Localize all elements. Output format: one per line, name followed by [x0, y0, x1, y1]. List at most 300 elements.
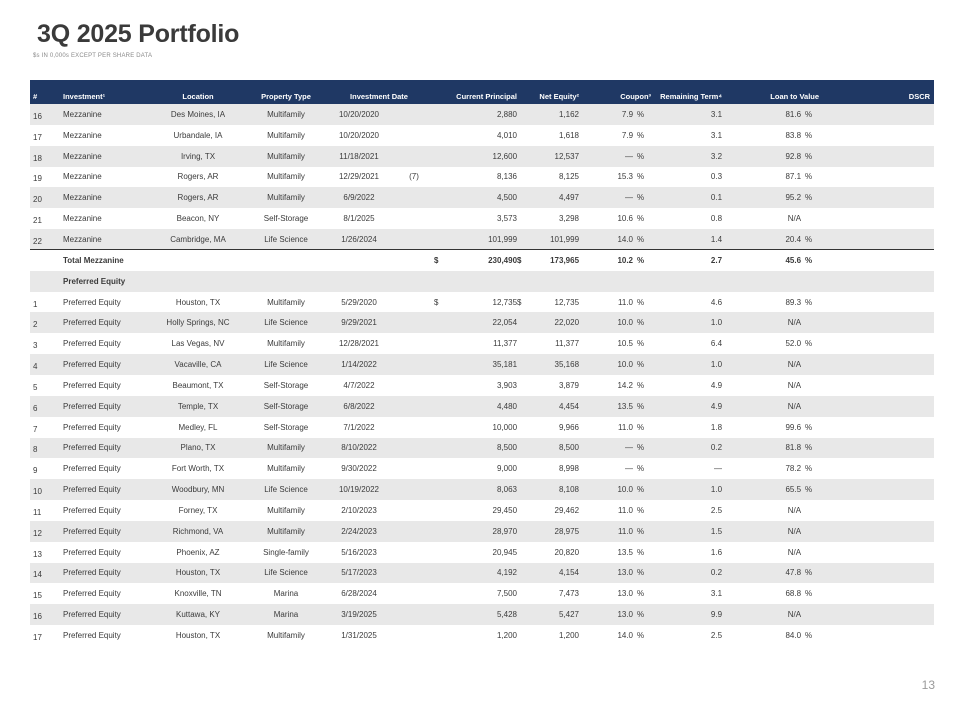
row-coupon-pct	[633, 187, 651, 208]
section-label: Preferred Equity	[63, 276, 126, 286]
row-coupon-pct	[633, 208, 651, 229]
row-current-principal: 20,945	[492, 547, 518, 557]
row-ltv-pct	[801, 104, 819, 125]
row-location: Phoenix, AZ	[176, 547, 220, 557]
row-net-equity-currency	[517, 333, 527, 354]
col-header-remaining-term: Remaining Term⁴	[660, 91, 723, 101]
table-row	[30, 375, 934, 396]
row-current-principal-currency	[434, 396, 444, 417]
row-coupon: 13.0	[617, 568, 634, 578]
total-net-equity: 173,965	[527, 250, 579, 271]
row-index: 8	[33, 445, 38, 455]
row-index: 3	[33, 341, 38, 351]
row-footnote	[394, 375, 434, 396]
row-investment: Preferred Equity	[63, 318, 121, 328]
row-index: 19	[33, 174, 42, 184]
row-ltv-pct	[801, 500, 819, 521]
row-index: 6	[33, 403, 38, 413]
row-current-principal-currency	[434, 146, 444, 167]
row-ltv-pct	[801, 146, 819, 167]
row-coupon: 11.0	[618, 505, 634, 515]
row-dscr	[819, 563, 934, 584]
row-net-equity: 12,735	[554, 297, 580, 307]
row-location: Richmond, VA	[172, 526, 224, 536]
table-row	[30, 542, 934, 563]
row-coupon-pct	[633, 521, 651, 542]
row-ltv-pct-symbol: %	[805, 151, 813, 161]
row-net-equity: 12,537	[554, 151, 580, 161]
total-remaining-term: 2.7	[651, 250, 722, 271]
row-net-equity-currency	[517, 563, 527, 584]
row-current-principal: 8,500	[496, 443, 518, 453]
row-ltv-pct-symbol: %	[805, 631, 813, 641]
row-current-principal: 12,600	[492, 151, 518, 161]
row-coupon-pct	[633, 500, 651, 521]
row-footnote	[394, 417, 434, 438]
row-current-principal-currency	[434, 187, 444, 208]
row-investment: Preferred Equity	[63, 547, 121, 557]
row-net-equity: 11,377	[555, 339, 580, 349]
total-net-equity-currency: $	[517, 250, 527, 271]
row-footnote	[394, 333, 434, 354]
total-coupon: 10.2	[579, 250, 633, 271]
row-coupon-pct-symbol: %	[637, 485, 645, 495]
row-net-equity-currency	[517, 458, 527, 479]
row-footnote: (7)	[409, 172, 419, 182]
row-index: 9	[33, 466, 38, 476]
row-ltv-pct	[801, 625, 819, 646]
row-current-principal-currency	[434, 333, 444, 354]
row-net-equity-currency	[517, 417, 527, 438]
table-row	[30, 125, 934, 146]
row-current-principal: 5,428	[496, 610, 518, 620]
table-body	[30, 104, 934, 646]
row-ltv-pct-symbol: %	[805, 422, 813, 432]
row-investment: Preferred Equity	[63, 526, 121, 536]
row-coupon: 10.0	[617, 318, 634, 328]
row-dscr	[819, 292, 934, 313]
row-remaining-term: 1.5	[710, 526, 723, 536]
row-coupon: 14.2	[617, 380, 634, 390]
row-location: Plano, TX	[180, 443, 216, 453]
row-property-type: Life Science	[264, 318, 308, 328]
table-row	[30, 208, 934, 229]
row-current-principal: 22,054	[492, 318, 518, 328]
row-investment: Preferred Equity	[63, 589, 121, 599]
row-loan-to-value: N/A	[787, 380, 802, 390]
row-coupon: 13.5	[617, 401, 634, 411]
row-property-type: Single-family	[263, 547, 309, 557]
row-ltv-pct	[801, 542, 819, 563]
row-property-type: Self-Storage	[263, 422, 309, 432]
row-location: Las Vegas, NV	[171, 339, 225, 349]
total-ltv-pct-symbol: %	[805, 256, 813, 266]
row-loan-to-value: 83.8	[785, 130, 802, 140]
col-header-coupon: Coupon³	[620, 91, 652, 101]
col-header-net-equity: Net Equity²	[539, 91, 580, 101]
row-footnote	[394, 312, 434, 333]
row-coupon: 10.0	[617, 360, 634, 370]
row-location: Urbandale, IA	[173, 130, 223, 140]
row-net-equity: 4,497	[558, 193, 580, 203]
row-investment-date: 10/20/2020	[338, 109, 380, 119]
row-dscr	[819, 500, 934, 521]
row-coupon-pct	[633, 167, 651, 188]
row-coupon-pct-symbol: %	[637, 401, 645, 411]
row-footnote	[394, 354, 434, 375]
row-investment: Mezzanine	[63, 234, 102, 244]
row-ltv-pct-symbol: %	[805, 568, 813, 578]
row-coupon: 14.0	[617, 234, 634, 244]
row-net-equity-currency	[517, 542, 527, 563]
table-row	[30, 604, 934, 625]
row-current-principal-currency: $	[434, 297, 439, 307]
table-row	[30, 417, 934, 438]
row-ltv-pct	[801, 333, 819, 354]
section-spacer	[30, 271, 60, 292]
row-current-principal-currency	[434, 229, 444, 250]
row-investment: Preferred Equity	[63, 610, 121, 620]
row-net-equity-currency	[517, 208, 527, 229]
row-coupon-pct-symbol: %	[637, 610, 645, 620]
table-row	[30, 354, 934, 375]
row-investment-date: 10/19/2022	[338, 485, 380, 495]
row-location: Beacon, NY	[176, 214, 220, 224]
total-coupon-pct	[633, 250, 651, 271]
row-loan-to-value: N/A	[787, 526, 802, 536]
row-investment: Mezzanine	[63, 151, 102, 161]
row-net-equity: 8,998	[558, 464, 580, 474]
row-investment: Mezzanine	[63, 172, 102, 182]
table-row	[30, 229, 934, 250]
row-location: Holly Springs, NC	[166, 318, 230, 328]
row-net-equity-currency	[517, 375, 527, 396]
row-remaining-term: 1.0	[710, 360, 723, 370]
row-location: Woodbury, MN	[171, 485, 225, 495]
row-coupon-pct	[633, 104, 651, 125]
section-header-preferred-equity	[30, 271, 934, 292]
table-row	[30, 292, 934, 313]
row-footnote	[394, 625, 434, 646]
col-header-location: Location	[182, 91, 214, 101]
row-index: 15	[33, 591, 42, 601]
table-row	[30, 500, 934, 521]
row-coupon-pct-symbol: %	[637, 172, 645, 182]
row-index: 11	[33, 507, 42, 517]
row-remaining-term: 9.9	[710, 610, 723, 620]
row-investment-date: 11/18/2021	[339, 151, 379, 161]
row-location: Knoxville, TN	[174, 589, 222, 599]
row-investment: Preferred Equity	[63, 380, 121, 390]
row-index: 12	[33, 528, 42, 538]
col-header-property-type: Property Type	[261, 91, 311, 101]
row-net-equity: 8,108	[558, 485, 580, 495]
row-index: 10	[33, 487, 42, 497]
row-property-type: Self-Storage	[263, 380, 309, 390]
row-ltv-pct	[801, 604, 819, 625]
row-remaining-term: 4.9	[710, 380, 723, 390]
row-coupon-pct	[633, 417, 651, 438]
row-current-principal-currency	[434, 521, 444, 542]
row-ltv-pct-symbol: %	[805, 485, 813, 495]
row-net-equity-currency	[517, 500, 527, 521]
row-location: Beaumont, TX	[172, 380, 224, 390]
table-row	[30, 333, 934, 354]
row-net-equity: 8,500	[558, 443, 580, 453]
row-index: 16	[33, 111, 42, 121]
row-ltv-pct	[801, 187, 819, 208]
row-investment: Preferred Equity	[63, 443, 121, 453]
row-coupon-pct	[633, 229, 651, 250]
row-loan-to-value: N/A	[787, 610, 802, 620]
row-remaining-term: —	[714, 464, 723, 474]
row-footnote	[394, 229, 434, 250]
row-investment: Preferred Equity	[63, 339, 121, 349]
row-ltv-pct	[801, 375, 819, 396]
row-coupon-pct-symbol: %	[637, 214, 645, 224]
row-index: 13	[33, 549, 42, 559]
row-index: 5	[33, 382, 38, 392]
row-footnote	[394, 500, 434, 521]
table-row	[30, 563, 934, 584]
row-footnote	[394, 187, 434, 208]
row-coupon: 11.0	[618, 422, 634, 432]
row-investment-date: 2/24/2023	[341, 526, 377, 536]
table-header-row	[30, 80, 934, 104]
row-investment-date: 12/28/2021	[338, 339, 380, 349]
row-remaining-term: 0.2	[710, 568, 723, 578]
row-loan-to-value: 81.6	[785, 109, 802, 119]
row-net-equity: 5,427	[558, 610, 580, 620]
row-property-type: Multifamily	[267, 151, 305, 161]
row-net-equity: 29,462	[554, 505, 580, 515]
row-current-principal: 8,063	[496, 485, 518, 495]
row-investment-date: 7/1/2022	[343, 422, 375, 432]
row-current-principal: 4,010	[496, 130, 518, 140]
row-dscr	[819, 229, 934, 250]
row-current-principal-currency	[434, 312, 444, 333]
row-dscr	[819, 458, 934, 479]
row-coupon-pct	[633, 375, 651, 396]
row-ltv-pct-symbol: %	[805, 443, 813, 453]
row-dscr	[819, 333, 934, 354]
row-coupon: 11.0	[618, 297, 634, 307]
row-investment: Preferred Equity	[63, 568, 121, 578]
row-coupon-pct-symbol: %	[637, 589, 645, 599]
row-ltv-pct-symbol: %	[805, 172, 813, 182]
row-ltv-pct	[801, 229, 819, 250]
col-header-investment-date: Investment Date	[350, 91, 408, 101]
row-current-principal-currency	[434, 417, 444, 438]
row-coupon-pct	[633, 312, 651, 333]
row-investment: Preferred Equity	[63, 422, 121, 432]
row-remaining-term: 1.0	[710, 485, 723, 495]
row-property-type: Multifamily	[267, 130, 305, 140]
row-current-principal-currency	[434, 542, 444, 563]
row-dscr	[819, 479, 934, 500]
row-ltv-pct	[801, 125, 819, 146]
row-dscr	[819, 438, 934, 459]
table-row	[30, 438, 934, 459]
row-index: 20	[33, 195, 42, 205]
row-coupon-pct	[633, 479, 651, 500]
row-current-principal-currency	[434, 458, 444, 479]
row-location: Fort Worth, TX	[171, 464, 225, 474]
row-net-equity-currency	[517, 396, 527, 417]
row-net-equity-currency: $	[517, 297, 522, 307]
row-location: Houston, TX	[175, 568, 221, 578]
row-property-type: Self-Storage	[263, 214, 309, 224]
table-row	[30, 104, 934, 125]
row-location: Cambridge, MA	[170, 234, 226, 244]
row-footnote	[394, 521, 434, 542]
total-current-principal: 230,490	[444, 250, 517, 271]
row-investment: Preferred Equity	[63, 485, 121, 495]
row-location: Des Moines, IA	[170, 109, 226, 119]
row-coupon-pct-symbol: %	[637, 109, 645, 119]
row-coupon-pct-symbol: %	[637, 297, 645, 307]
row-remaining-term: 6.4	[710, 339, 723, 349]
row-net-equity: 1,162	[558, 109, 580, 119]
row-net-equity: 1,618	[558, 130, 580, 140]
row-footnote	[394, 146, 434, 167]
row-ltv-pct	[801, 417, 819, 438]
row-property-type: Multifamily	[267, 109, 305, 119]
row-coupon: 10.6	[617, 214, 634, 224]
row-footnote	[394, 604, 434, 625]
table-row	[30, 312, 934, 333]
row-net-equity-currency	[517, 521, 527, 542]
row-net-equity-currency	[517, 354, 527, 375]
row-dscr	[819, 417, 934, 438]
row-investment-date: 3/19/2025	[341, 610, 377, 620]
row-investment-date: 12/29/2021	[338, 172, 380, 182]
total-coupon-pct-symbol: %	[637, 256, 645, 266]
row-dscr	[819, 521, 934, 542]
row-remaining-term: 3.1	[710, 109, 723, 119]
row-ltv-pct	[801, 458, 819, 479]
col-header-investment: Investment¹	[63, 91, 106, 101]
row-property-type: Life Science	[264, 234, 308, 244]
row-current-principal-currency	[434, 354, 444, 375]
row-property-type: Multifamily	[267, 172, 305, 182]
row-ltv-pct	[801, 167, 819, 188]
row-coupon-pct	[633, 625, 651, 646]
row-current-principal: 10,000	[492, 422, 518, 432]
row-coupon-pct-symbol: %	[637, 464, 645, 474]
row-investment-date: 5/29/2020	[341, 297, 377, 307]
table-row	[30, 521, 934, 542]
row-coupon-pct	[633, 458, 651, 479]
row-location: Vacaville, CA	[174, 360, 222, 370]
row-property-type: Life Science	[264, 485, 308, 495]
row-current-principal: 3,573	[496, 214, 518, 224]
row-footnote	[394, 125, 434, 146]
row-investment-date: 6/8/2022	[343, 401, 375, 411]
row-index: 17	[33, 633, 42, 643]
row-net-equity-currency	[517, 187, 527, 208]
table-row	[30, 146, 934, 167]
table-row	[30, 396, 934, 417]
row-property-type: Life Science	[264, 568, 308, 578]
row-ltv-pct	[801, 583, 819, 604]
row-coupon: 10.5	[617, 339, 634, 349]
row-remaining-term: 1.6	[710, 547, 723, 557]
row-location: Temple, TX	[177, 401, 219, 411]
row-loan-to-value: 92.8	[785, 151, 802, 161]
table-row	[30, 479, 934, 500]
row-ltv-pct	[801, 292, 819, 313]
row-coupon-pct-symbol: %	[637, 526, 645, 536]
row-investment: Mezzanine	[63, 109, 102, 119]
row-investment: Preferred Equity	[63, 297, 121, 307]
row-loan-to-value: 52.0	[785, 339, 802, 349]
row-ltv-pct-symbol: %	[805, 234, 813, 244]
row-dscr	[819, 354, 934, 375]
row-net-equity: 35,168	[554, 360, 580, 370]
row-location: Houston, TX	[175, 297, 221, 307]
row-net-equity-currency	[517, 625, 527, 646]
row-net-equity-currency	[517, 104, 527, 125]
row-footnote	[394, 542, 434, 563]
row-index: 7	[33, 424, 38, 434]
row-coupon-pct-symbol: %	[637, 422, 645, 432]
row-loan-to-value: N/A	[787, 547, 802, 557]
row-coupon-pct-symbol: %	[637, 360, 645, 370]
row-current-principal-currency	[434, 167, 444, 188]
total-mezzanine-row	[30, 250, 934, 271]
row-investment: Preferred Equity	[63, 631, 121, 641]
row-ltv-pct-symbol: %	[805, 130, 813, 140]
row-loan-to-value: 65.5	[785, 485, 802, 495]
row-investment: Mezzanine	[63, 214, 102, 224]
row-coupon-pct-symbol: %	[637, 130, 645, 140]
row-coupon-pct	[633, 396, 651, 417]
row-current-principal: 101,999	[488, 234, 518, 244]
row-footnote	[394, 292, 434, 313]
row-loan-to-value: 84.0	[785, 631, 802, 641]
portfolio-table	[30, 80, 934, 646]
row-footnote	[394, 458, 434, 479]
row-index: 2	[33, 320, 38, 330]
row-net-equity-currency	[517, 312, 527, 333]
row-coupon-pct	[633, 146, 651, 167]
row-dscr	[819, 396, 934, 417]
row-investment: Mezzanine	[63, 193, 102, 203]
row-coupon-pct	[633, 292, 651, 313]
row-current-principal-currency	[434, 438, 444, 459]
row-coupon-pct	[633, 125, 651, 146]
row-coupon: 14.0	[617, 631, 634, 641]
row-investment-date: 2/10/2023	[341, 505, 377, 515]
row-location: Rogers, AR	[177, 193, 219, 203]
row-coupon-pct	[633, 583, 651, 604]
row-dscr	[819, 625, 934, 646]
row-property-type: Multifamily	[267, 505, 305, 515]
row-current-principal: 4,500	[496, 193, 518, 203]
row-coupon-pct	[633, 438, 651, 459]
row-net-equity-currency	[517, 167, 527, 188]
row-net-equity: 4,454	[558, 401, 580, 411]
row-net-equity: 3,298	[558, 214, 580, 224]
row-ltv-pct	[801, 312, 819, 333]
row-ltv-pct-symbol: %	[805, 193, 813, 203]
row-dscr	[819, 125, 934, 146]
row-location: Medley, FL	[178, 422, 218, 432]
row-current-principal: 35,181	[492, 360, 518, 370]
row-dscr	[819, 583, 934, 604]
row-property-type: Life Science	[264, 360, 308, 370]
